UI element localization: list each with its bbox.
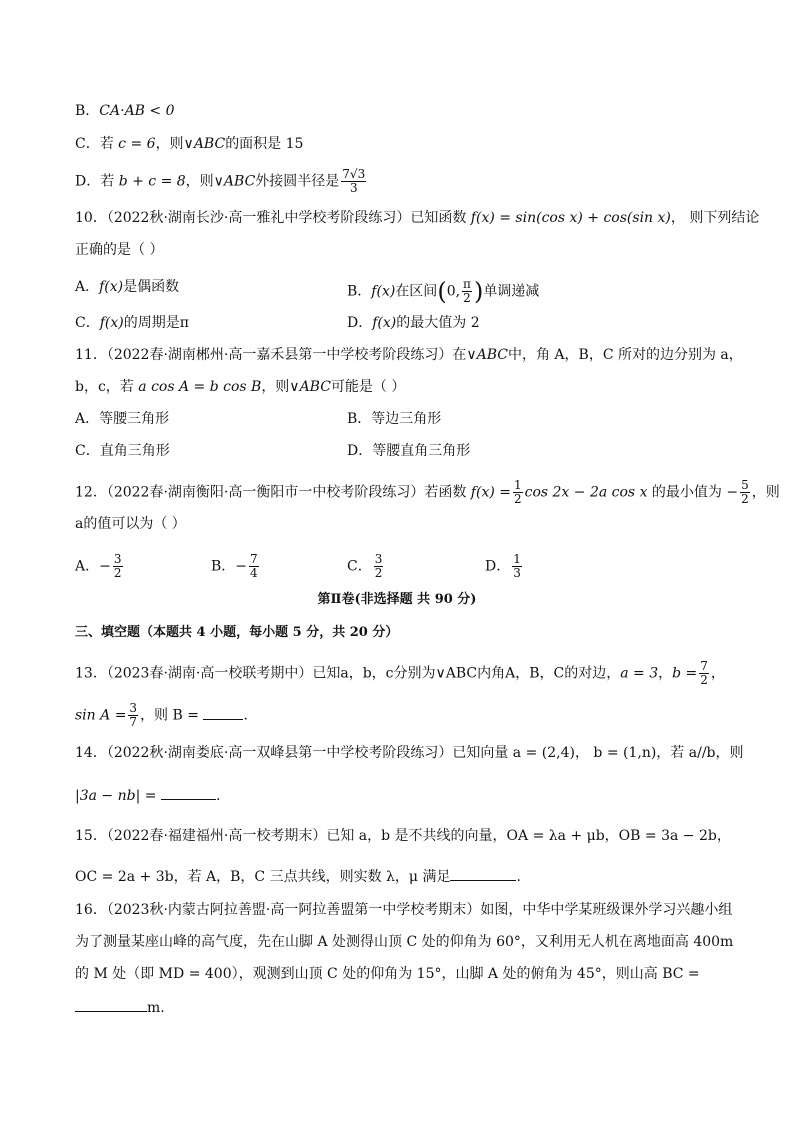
q10-option-b: B．f(x)在区间(0, $\frac{\pi}{2}$ )单调递减 <box>347 277 540 306</box>
q10-option-c: C．f(x)的周期是π <box>75 315 189 331</box>
q12-stem-line2: a的值可以为（ ） <box>75 516 186 532</box>
q15-stem-line1: 15．（2022春·福建福州·高一校考期末）已知 a，b 是不共线的向量，OA = λa + μb，OB = 3a − 2b， <box>75 828 731 844</box>
q11-stem-line1: 11．（2022春·湖南郴州·高一嘉禾县第一中学校考阶段练习）在∨ABC中，角 A，B，C 所对的边分别为 a， <box>75 347 743 363</box>
q15-stem-line2: OC = 2a + 3b，若 A，B，C 三点共线，则实数 λ，μ 满足 . <box>75 866 521 886</box>
q10-b-fraction: $\frac{\pi}{2}$ <box>463 277 471 305</box>
q11-stem-line2: b，c，若 a cos A = b cos B，则∨ABC可能是（ ） <box>75 379 406 395</box>
q11-option-c: C．直角三角形 <box>75 443 170 459</box>
q9-option-b-expr: CA·AB < 0 <box>99 103 175 119</box>
q11-option-a: A．等腰三角形 <box>75 411 170 427</box>
q9-option-d: D．若 b + c = 8，则∨ABC外接圆半径是 $\frac{7√3}{3}$ <box>75 167 366 195</box>
q14-stem-line1: 14．（2022秋·湖南娄底·高一双峰县第一中学校考阶段练习）已知向量 a = (2,4)， b = (1,n)，若 a//b，则 <box>75 745 744 761</box>
q13-stem-line2: sin A = $\frac{3}{7}$ ，则 B = . <box>75 701 248 729</box>
q16-answer-blank[interactable] <box>75 997 147 1012</box>
q9-d-fraction: $\frac{7√3}{3}$ <box>342 167 366 195</box>
q16-stem-line1: 16．（2023秋·内蒙古阿拉善盟·高一阿拉善盟第一中学校考期末）如图，中华中学某班级课外学习兴趣小组 <box>75 902 733 918</box>
q13-stem-line1: 13．（2023春·湖南·高一校联考期中）已知a，b，c分别为∨ABC内角A，B，C的对边，a = 3，b = $\frac{7}{2}$ ， <box>75 659 725 687</box>
q16-stem-line2: 为了测量某座山峰的高气度，先在山脚 A 处测得山顶 C 处的仰角为 60°，又利用无人机在离地面高 400m <box>75 934 734 950</box>
q10-option-a: A．f(x)是偶函数 <box>75 279 180 295</box>
q12-option-b: B．− $\frac{7}{4}$ <box>211 552 258 580</box>
q10-stem-line2: 正确的是（ ） <box>75 242 164 258</box>
part2-title: 第Ⅱ卷(非选择题 共 90 分) <box>317 592 477 607</box>
q11-option-b: B．等边三角形 <box>347 411 442 427</box>
q14-answer-blank[interactable] <box>161 785 216 800</box>
q12-option-c: C． $\frac{3}{2}$ <box>347 552 383 580</box>
section3-heading: 三、填空题（本题共 4 小题，每小题 5 分，共 20 分） <box>75 625 399 640</box>
q14-stem-line2: |3a − nb| = . <box>75 785 220 805</box>
q10-option-d: D．f(x)的最大值为 2 <box>347 315 480 331</box>
q11-option-d: D．等腰直角三角形 <box>347 443 471 459</box>
q12-stem-line1: 12．（2022春·湖南衡阳·高一衡阳市一中校考阶段练习）若函数 f(x) = $\frac{1}{2}$ cos 2x − 2a cos x 的最小值为 − $\frac{5}{2}$ ，则 <box>75 478 780 506</box>
q16-stem-line4: m. <box>75 997 165 1017</box>
q16-stem-line3: 的 M 处（即 MD = 400），观测到山顶 C 处的仰角为 15°，山脚 A 处的俯角为 45°，则山高 BC = <box>75 966 700 982</box>
q15-answer-blank[interactable] <box>450 866 516 881</box>
q10-stem-line1: 10．（2022秋·湖南长沙·高一雅礼中学校考阶段练习）已知函数 f(x) = sin(cos x) + cos(sin x)， 则下列结论 <box>75 210 760 226</box>
q9-option-c: C．若 c = 6，则∨ABC的面积是 15 <box>75 136 304 152</box>
q13-answer-blank[interactable] <box>203 705 243 720</box>
q12-option-d: D． $\frac{1}{3}$ <box>485 552 521 580</box>
q12-option-a: A．− $\frac{3}{2}$ <box>75 552 122 580</box>
q9-option-b: B．CA·AB < 0 <box>75 103 175 119</box>
